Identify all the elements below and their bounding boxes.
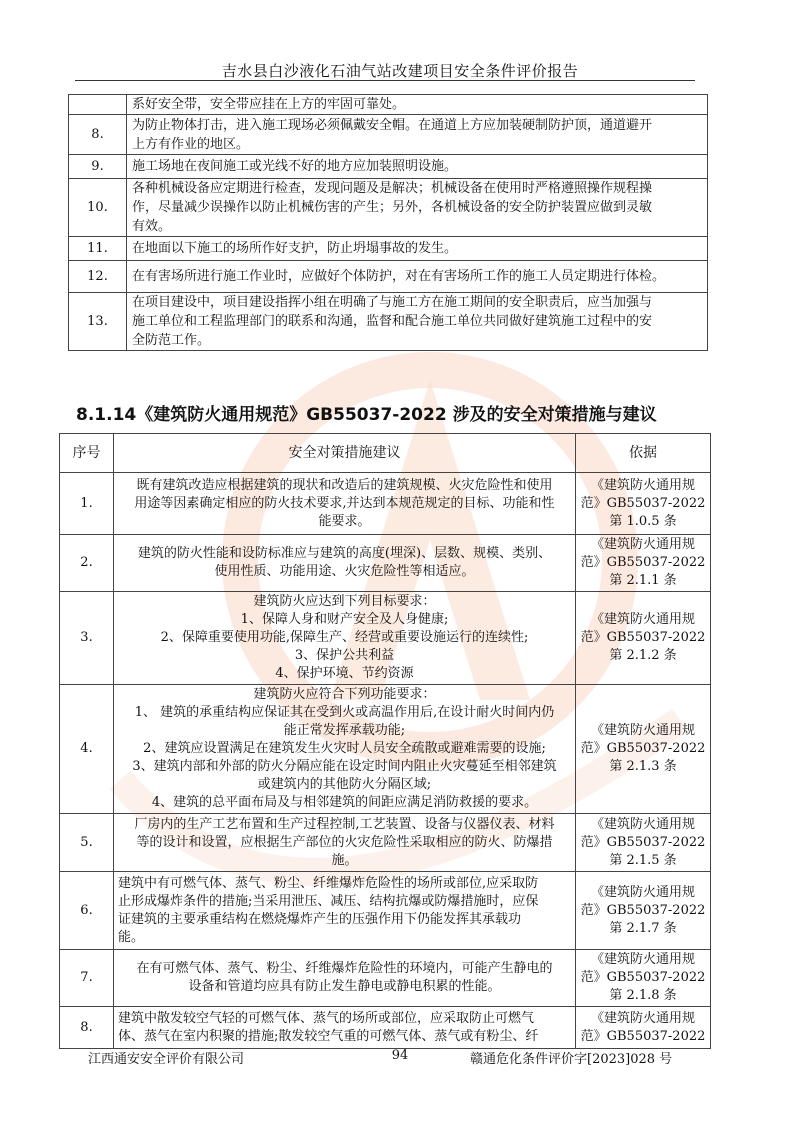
footer-page-number: 94 [391,1048,409,1063]
measure-text [114,1007,576,1049]
basis-text [576,685,711,814]
basis-text [576,473,711,535]
row-text [127,179,708,237]
measure-text [114,685,576,814]
row-number: 8. [60,1007,114,1049]
basis-line: 《建筑防火通用规 [590,477,695,493]
measure-text [114,872,576,950]
text-line: 能。 [118,929,145,945]
measure-text [114,535,576,592]
table-row [60,473,711,535]
row-number: 3. [60,592,114,685]
text-line: 施工场地在夜间施工或光线不好的地方应加装照明设施。 [132,159,458,174]
text-line: 或建筑内的其他防火分隔区域; [257,777,432,792]
basis-line: 范》GB55037-2022 [580,834,706,850]
basis-line: 范》GB55037-2022 [580,555,706,570]
row-number: 10. [69,179,127,237]
row-text [127,293,708,351]
basis-line: 范》GB55037-2022 [580,630,706,645]
text-line: 2、保障重要使用功能,保障生产、经营或重要设施运行的连续性; [160,630,529,645]
text-line: 有效。 [132,219,172,234]
text-line: 在地面以下施工的场所作好支护，防止坍塌事故的发生。 [132,241,458,256]
col-header-basis: 依据 [576,434,711,473]
row-number: 8. [69,115,127,155]
table-header-row [60,434,711,473]
table-row [69,293,708,351]
text-line: 1、 建筑的承重结构应保证其在受到火或高温作用后,在设计耐火时间内仍 [134,705,555,720]
measure-text [114,592,576,685]
basis-line: 范》GB55037-2022 [580,741,706,756]
row-number: 7. [60,950,114,1007]
text-line: 能要求。 [318,513,371,529]
text-line: 建筑的防火性能和设防标准应与建筑的高度(埋深)、层数、规模、类别、 [137,546,552,561]
basis-line: 《建筑防火通用规 [590,952,695,967]
text-line: 建筑防火应符合下列功能要求： [253,687,436,702]
fire-code-measures-table [59,433,711,1049]
text-line: 施。 [331,852,358,868]
row-number: 9. [69,155,127,179]
row-text [127,115,708,155]
basis-line: 《建筑防火通用规 [590,884,695,900]
basis-line: 范》GB55037-2022 [580,495,706,511]
text-line: 4、保护环境、节约资源 [275,666,414,681]
text-line: 等的设计和设置，应根据生产部位的火灾危险性采取相应的防火、防爆措 [136,834,553,850]
text-line: 3、建筑内部和外部的防火分隔应能在设定时间内阻止火灾蔓延至相邻建筑 [132,759,557,774]
basis-line: 范》GB55037-2022 [580,970,706,985]
basis-line: 范》GB55037-2022 [580,1028,706,1044]
text-line: 上方有作业的地区。 [132,136,250,152]
table-row [60,1007,711,1049]
text-line: 证建筑的主要承重结构在燃烧爆炸产生的压强作用下仍能发挥其承载功 [118,911,522,927]
text-line: 系好安全带，安全带应挂在上方的牢固可靠处。 [132,97,406,112]
measure-text [114,814,576,872]
table-row [69,95,708,115]
row-text [127,261,708,293]
table-row [60,592,711,685]
text-line: 既有建筑改造应根据建筑的现状和改造后的建筑规模、火灾危险性和使用 [136,477,553,493]
text-line: 4、建筑的总平面布局及与相邻建筑的间距应满足消防救援的要求。 [151,795,538,810]
row-number: 11. [69,237,127,261]
basis-line: 第 1.0.5 条 [609,513,677,529]
row-text [127,237,708,261]
basis-line: 第 2.1.5 条 [609,852,677,868]
table-row [69,155,708,179]
col-header-no: 序号 [60,434,114,473]
basis-text [576,535,711,592]
text-line: 体、蒸气在室内积聚的措施;散发较空气重的可燃气体、蒸气或有粉尘、纤 [118,1028,539,1044]
row-number [69,95,127,115]
col-header-measure: 安全对策措施建议 [114,434,576,473]
row-text [127,95,708,115]
text-line: 建筑中有可燃气体、蒸气、粉尘、纤维爆炸危险性的场所或部位,应采取防 [118,875,539,891]
table-row [60,685,711,814]
row-number: 6. [60,872,114,950]
section-heading: 8.1.14《建筑防火通用规范》GB55037-2022 涉及的安全对策措施与建议 [76,405,657,425]
text-line: 建筑中散发较空气轻的可燃气体、蒸气的场所或部位，应采取防止可燃气 [118,1010,535,1026]
footer-doc-ref: 赣通危化条件评价字[2023]028 号 [470,1052,673,1067]
basis-text [576,1007,711,1049]
footer-company: 江西通安安全评价有限公司 [88,1052,245,1067]
text-line: 在有害场所进行施工作业时，应做好个体防护，对在有害场所工作的施工人员定期进行体检。 [132,269,666,284]
basis-line: 《建筑防火通用规 [590,1010,695,1026]
basis-text [576,950,711,1007]
text-line: 能正常发挥承载功能; [283,723,406,738]
table-row [69,115,708,155]
text-line: 全防范工作。 [132,333,211,348]
row-number: 5. [60,814,114,872]
table-row [60,950,711,1007]
measure-text [114,950,576,1007]
basis-text [576,814,711,872]
basis-text [576,872,711,950]
basis-line: 《建筑防火通用规 [590,723,695,738]
row-number: 4. [60,685,114,814]
text-line: 为防止物体打击，进入施工现场必须佩戴安全帽。在通道上方应加装硬制防护顶，通道避开 [132,117,653,133]
basis-line: 第 2.1.2 条 [609,648,677,663]
basis-text [576,592,711,685]
text-line: 止形成爆炸条件的措施;当采用泄压、减压、结构抗爆或防爆措施时，应保 [118,893,539,909]
text-line: 用途等因素确定相应的防火技术要求,并达到本规范规定的目标、功能和性 [134,495,555,511]
table-row [60,872,711,950]
basis-line: 范》GB55037-2022 [580,902,706,918]
basis-line: 第 2.1.8 条 [609,988,677,1003]
table-row [69,261,708,293]
report-header-title: 吉水县白沙液化石油气站改建项目安全条件评价报告 [221,62,579,80]
basis-line: 《建筑防火通用规 [590,612,695,627]
table-row [69,237,708,261]
text-line: 3、保护公共利益 [294,648,395,663]
text-line: 建筑防火应达到下列目标要求： [253,594,436,609]
table-row [69,179,708,237]
text-line: 施工单位和工程监理部门的联系和沟通，监督和配合施工单位共同做好建筑施工过程中的安 [132,314,653,329]
text-line: 各种机械设备应定期进行检查，发现问题及是解决；机械设备在使用时严格遵照操作规程操 [132,181,653,196]
basis-line: 《建筑防火通用规 [590,816,695,832]
text-line: 设备和管道均应具有防止发生静电或静电积累的性能。 [188,979,501,994]
text-line: 2、建筑应设置满足在建筑发生火灾时人员安全疏散或避难需要的设施; [143,741,546,756]
basis-line: 《建筑防火通用规 [590,537,695,552]
basis-line: 第 2.1.3 条 [609,759,677,774]
text-line: 在有可燃气体、蒸气、粉尘、纤维爆炸危险性的环境内，可能产生静电的 [136,961,553,976]
safety-measures-table-continued [68,94,708,351]
basis-line: 第 2.1.1 条 [609,573,677,588]
table-row [60,814,711,872]
row-number: 2. [60,535,114,592]
basis-line: 第 2.1.7 条 [609,920,677,936]
text-line: 在项目建设中，项目建设指挥小组在明确了与施工方在施工期间的安全职责后，应当加强与 [132,295,653,310]
row-number: 13. [69,293,127,351]
text-line: 厂房内的生产工艺布置和生产过程控制,工艺装置、设备与仪器仪表、材料 [134,816,555,832]
text-line: 使用性质、功能用途、火灾危险性等相适应。 [214,564,475,579]
measure-text [114,473,576,535]
header-rule [75,80,695,81]
text-line: 1、保障人身和财产安全及人身健康; [240,612,449,627]
row-number: 1. [60,473,114,535]
row-number: 12. [69,261,127,293]
text-line: 作，尽量减少误操作以防止机械伤害的产生；另外，各机械设备的安全防护装置应做到灵敏 [132,200,653,215]
row-text [127,155,708,179]
table-row [60,535,711,592]
